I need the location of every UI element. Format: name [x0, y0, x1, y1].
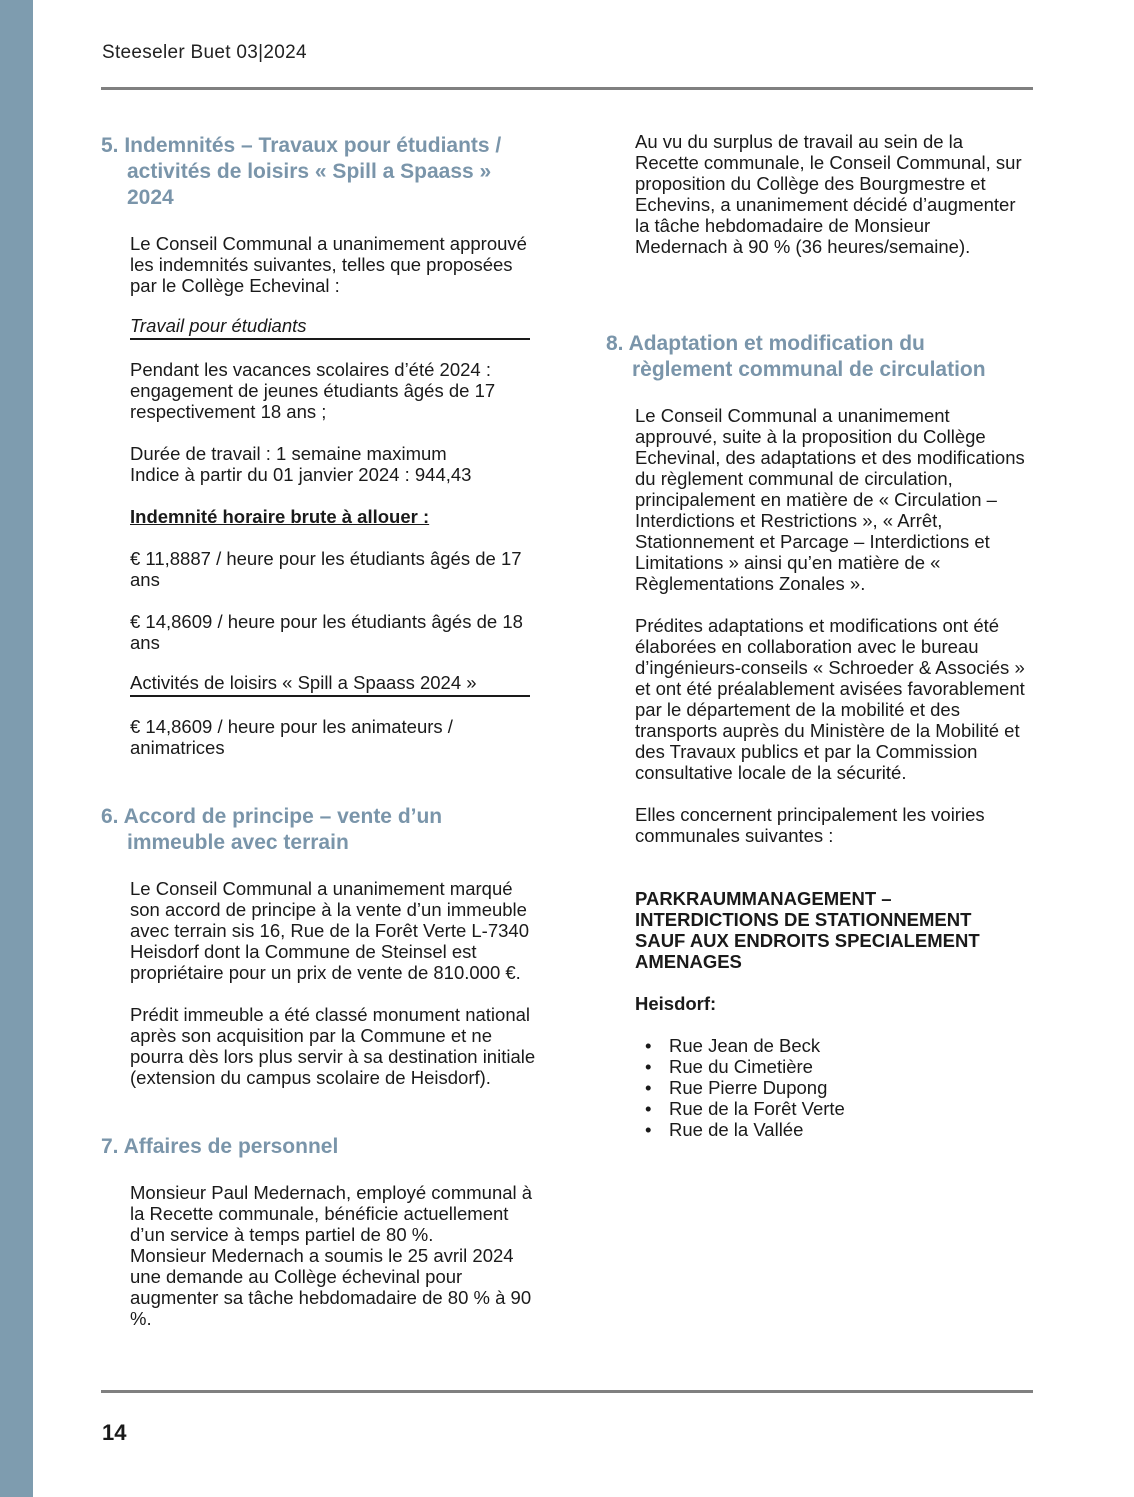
section-6-para-1: Le Conseil Communal a unanimement marqué son accord de principe à la vente d’un immeuble avec terrain sis 16, Rue de la Forêt Verte L-7340 Heisdorf dont la Commune de Steinsel est propriétaire pour un prix de vente de 810.000 €. [130, 878, 529, 983]
section-7-body [101, 1182, 541, 1329]
section-5-period: Pendant les vacances scolaires d’été 2024 : engagement de jeunes étudiants âgés de 17 respectivement 18 ans ; [130, 359, 496, 422]
section-8-title: 8. Adaptation et modification du règlement communal de circulation [606, 332, 986, 381]
street-list [635, 1035, 1026, 1140]
locality-heisdorf: Heisdorf: [635, 993, 717, 1014]
section-6-body [101, 878, 541, 1088]
section-8-para-1: Le Conseil Communal a unanimement approuvé, suite à la proposition du Collège Echevinal, des adaptations et des modifications du règlement communal de circulation, principalement en matière de « Circulation – Interdictions et Restrictions », « Arrêt, Stationnement et Parcage – Interdictions et Limitations » ainsi qu’en matière de « Règlementations Zonales ». [635, 405, 1025, 594]
section-5-intro: Le Conseil Communal a unanimement approuvé les indemnités suivantes, telles que proposées par le Collège Echevinal : [130, 233, 527, 296]
list-item: • Rue Pierre Dupong [645, 1077, 1026, 1098]
section-8-para-3: Elles concernent principalement les voiries communales suivantes : [635, 804, 985, 846]
list-item: • Rue Jean de Beck [645, 1035, 1026, 1056]
header-divider [101, 87, 1033, 90]
section-7-continued [606, 131, 1026, 257]
section-7-title: 7. Affaires de personnel [101, 1135, 339, 1158]
section-5-rate-animators: € 14,8609 / heure pour les animateurs / animatrices [130, 716, 453, 758]
section-5-rate-18: € 14,8609 / heure pour les étudiants âgés de 18 ans [130, 611, 523, 653]
right-column [606, 131, 1026, 1140]
section-7-para-2: Monsieur Medernach a soumis le 25 avril 2024 une demande au Collège échevinal pour augmenter sa tâche hebdomadaire de 80 % à 90 %. [130, 1245, 532, 1329]
side-color-band [0, 0, 33, 1497]
section-5-body [101, 233, 541, 758]
section-6-title: 6. Accord de principe – vente d’un immeuble avec terrain [101, 805, 443, 854]
section-5-rate-heading: Indemnité horaire brute à allouer : [130, 506, 430, 527]
left-column [101, 133, 541, 1329]
page-number: 14 [102, 1420, 127, 1445]
list-item: • Rue du Cimetière [645, 1056, 1026, 1077]
section-5-subheading-leisure: Activités de loisirs « Spill a Spaass 2024 » [130, 672, 530, 697]
list-item: • Rue de la Vallée [645, 1119, 1026, 1140]
section-5-duration: Durée de travail : 1 semaine maximum [130, 443, 447, 464]
section-6-para-2: Prédit immeuble a été classé monument national après son acquisition par la Commune et ne pourra dès lors plus servir à sa destination initiale (extension du campus scolaire de Heisdorf). [130, 1004, 536, 1088]
section-7-para-1: Monsieur Paul Medernach, employé communal à la Recette communale, bénéficie actuellement d’un service à temps partiel de 80 %. [130, 1182, 533, 1245]
section-5-index: Indice à partir du 01 janvier 2024 : 944,43 [130, 464, 472, 485]
publication-title: Steeseler Buet 03|2024 [102, 42, 307, 63]
section-7-para-3: Au vu du surplus de travail au sein de la Recette communale, le Conseil Communal, sur proposition du Collège des Bourgmestre et Echevins, a unanimement décidé d’augmenter la tâche hebdomadaire de Monsieur Medernach à 90 % (36 heures/semaine). [635, 131, 1022, 257]
parking-heading: PARKRAUMMANAGEMENT – INTERDICTIONS DE STATIONNEMENT SAUF AUX ENDROITS SPECIALEMENT AMENAGES [635, 888, 980, 972]
section-5-rate-17: € 11,8887 / heure pour les étudiants âgés de 17 ans [130, 548, 522, 590]
section-5-title: 5. Indemnités – Travaux pour étudiants / activités de loisirs « Spill a Spaass » 2024 [101, 134, 502, 209]
footer-divider [101, 1390, 1033, 1393]
section-5-subheading-students: Travail pour étudiants [130, 315, 530, 340]
section-8-body [606, 405, 1026, 1140]
list-item: • Rue de la Forêt Verte [645, 1098, 1026, 1119]
section-8-para-2: Prédites adaptations et modifications ont été élaborées en collaboration avec le bureau d’ingénieurs-conseils « Schroeder & Associés » et ont été préalablement avisées favorablement par le département de la mobilité et des transports auprès du Ministère de la Mobilité et des Travaux publics et par la Commission consultative locale de la sécurité. [635, 615, 1025, 783]
